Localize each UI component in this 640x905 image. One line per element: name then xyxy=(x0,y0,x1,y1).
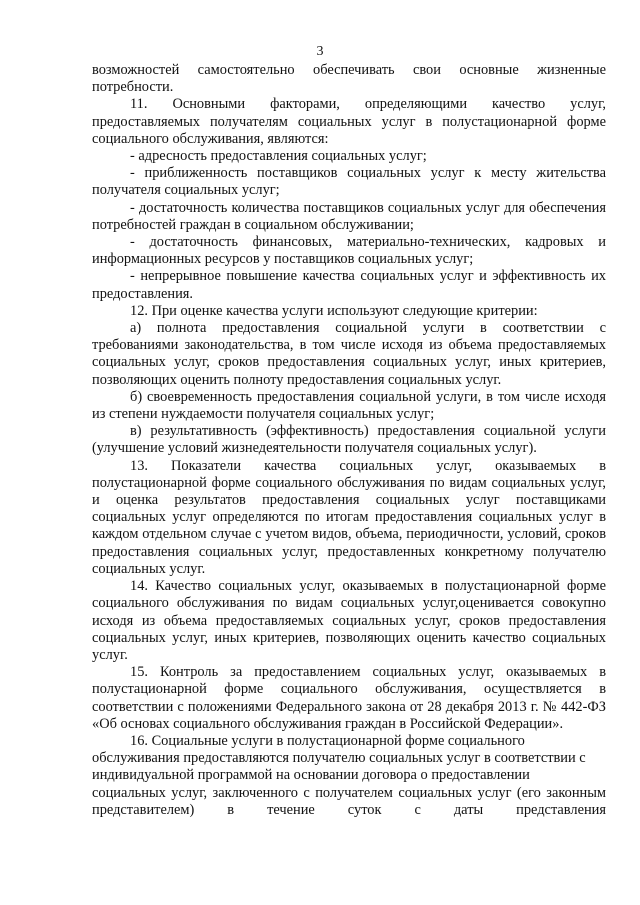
paragraph-12: 12. При оценке качества услуги используют следующие критерии: xyxy=(130,302,538,319)
paragraph-13: 13. Показатели качества социальных услуг, оказываемых в полустационарной форме социального обслуживания по видам социальных услуг, и оценка результатов предоставления социальных услуг поставщиками социальных услуг определяются по итогам предоставления социальных услуг в каждом отдельном случае с учетом видов, объема, периодичности, условий, сроков предоставления социальных услуг, предоставленных конкретному получателю социальных услуг. xyxy=(92,457,606,577)
criterion-c: в) результативность (эффективность) предоставления социальной услуги (улучшение условий жизнедеятельности получателя социальных услуг). xyxy=(92,423,606,457)
list-item-resources: - достаточность финансовых, материально-технических, кадровых и информационных ресурсов у поставщиков социальных услуг; xyxy=(92,234,606,268)
document-body xyxy=(92,62,606,819)
list-item-improvement: - непрерывное повышение качества социальных услуг и эффективность их предоставления. xyxy=(92,268,606,302)
paragraph-14: 14. Качество социальных услуг, оказываемых в полустационарной форме социального обслуживания по видам социальных услуг,оценивается совокупно исходя из объема предоставляемых социальных услуг, сроков предоставления социальных услуг, иных критериев, позволяющих оценить качество социальных услуг. xyxy=(92,578,606,663)
paragraph-11: 11. Основными факторами, определяющими качество услуг, предоставляемых получателям социальных услуг в полустационарной форме социального обслуживания, являются: xyxy=(92,96,606,147)
paragraph-continuation: возможностей самостоятельно обеспечивать свои основные жизненные потребности. xyxy=(92,62,606,96)
criterion-a: а) полнота предоставления социальной услуги в соответствии с требованиями законодательства, в том числе исходя из объема предоставляемых социальных услуг, сроков предоставления социальных услуг, иных критериев, позволяющих оценить полноту предоставления социальных услуг. xyxy=(92,320,606,388)
criterion-b: б) своевременность предоставления социальной услуги, в том числе исходя из степени нуждаемости получателя социальных услуг; xyxy=(92,388,606,423)
paragraph-16-continuation: социальных услуг, заключенного с получателем социальных услуг (его законным представителем) в течение суток с даты представления xyxy=(92,784,606,818)
paragraph-15: 15. Контроль за предоставлением социальных услуг, оказываемых в полустационарной форме социального обслуживания, осуществляется в соответствии с положениями Федерального закона от 28 декабря 2013 г. № 442-ФЗ «Об основах социального обслуживания граждан в Российской Федерации». xyxy=(92,664,606,732)
list-item-proximity: - приближенность поставщиков социальных услуг к месту жительства получателя социальных услуг; xyxy=(92,165,606,199)
list-item-provider-count: - достаточность количества поставщиков социальных услуг для обеспечения потребностей граждан в социальном обслуживании; xyxy=(92,199,606,233)
page-number: 3 xyxy=(316,44,324,59)
paragraph-16: 16. Социальные услуги в полустационарной форме социального обслуживания предоставляются получателю социальных услуг в соответствии с индивидуальной программой на основании договора о предоставлении xyxy=(92,732,586,784)
list-item-targeting: - адресность предоставления социальных услуг; xyxy=(130,148,427,165)
